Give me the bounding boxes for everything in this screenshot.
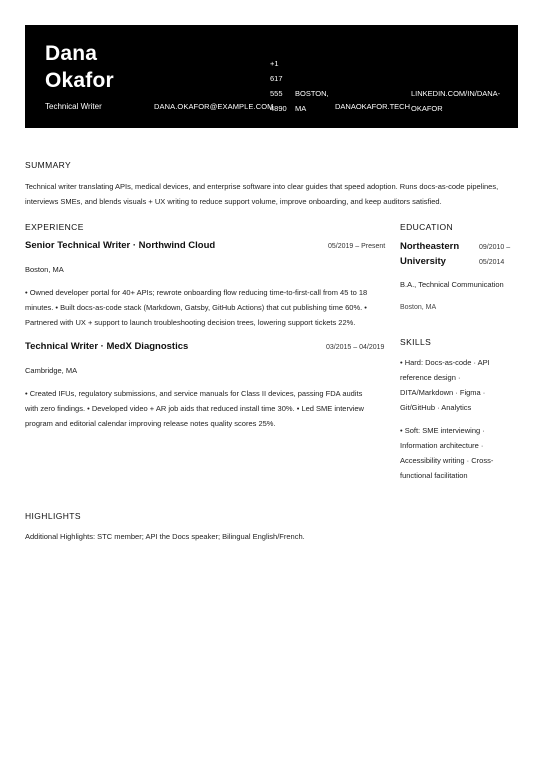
- school-line: University: [400, 256, 446, 267]
- job-line: minutes. • Built docs-as-code stack (Markdown, Gatsby, GitHub Actions) that cut publishing time 60%. •: [25, 303, 367, 312]
- location-line: MA: [295, 104, 307, 113]
- education-degree: B.A., Technical Communication: [400, 280, 504, 289]
- skill-line: • Hard: Docs-as-code · API: [400, 358, 490, 367]
- edu-date-line: 05/2014: [479, 259, 505, 266]
- skill-line: Accessibility writing · Cross-: [400, 456, 494, 465]
- phone-line: 4890: [270, 104, 287, 113]
- contact-email[interactable]: DANA.OKAFOR@EXAMPLE.COM: [154, 102, 274, 111]
- skills-heading: SKILLS: [400, 337, 432, 347]
- job-line: Partnered with UX + support to launch troubleshooting decision trees, lowering support tickets 22%.: [25, 318, 356, 327]
- summary-line: interviews SMEs, and blends visuals + UX writing to reduce support volume, improve onboarding, and keep auditors satisfied.: [25, 197, 442, 206]
- edu-date-line: 09/2010 –: [479, 244, 511, 251]
- contact-linkedin[interactable]: [411, 86, 511, 116]
- job-title: Senior Technical Writer · Northwind Cloud: [25, 240, 216, 251]
- phone-line: +1: [270, 59, 279, 68]
- job-location: Boston, MA: [25, 265, 64, 274]
- highlights-heading: HIGHLIGHTS: [25, 511, 81, 521]
- summary-line: Technical writer translating APIs, medical devices, and enterprise software into clear guides that speed adoption. Runs docs-as-code pipelines,: [25, 182, 499, 191]
- education-dates: [479, 240, 510, 270]
- job-line: program and editorial calendar improving release notes quality scores 25%.: [25, 419, 276, 428]
- education-school: [400, 239, 459, 269]
- skill-line: • Soft: SME interviewing ·: [400, 426, 485, 435]
- job-dates: 03/2015 – 04/2019: [326, 344, 385, 351]
- highlights-text: Additional Highlights: STC member; API the Docs speaker; Bilingual English/French.: [25, 532, 305, 541]
- phone-line: 617: [270, 74, 283, 83]
- job-line: • Owned developer portal for 40+ APIs; rewrote onboarding flow reducing time-to-first-call from 45 to 18: [25, 288, 368, 297]
- contact-phone[interactable]: [270, 56, 292, 116]
- linkedin-line: LINKEDIN.COM/IN/DANA-: [411, 89, 501, 98]
- skill-line: DITA/Markdown · Figma ·: [400, 388, 486, 397]
- skill-line: Git/GitHub · Analytics: [400, 403, 472, 412]
- school-line: Northeastern: [400, 241, 460, 252]
- linkedin-line: OKAFOR: [411, 104, 443, 113]
- contact-website[interactable]: DANAOKAFOR.TECH: [335, 102, 411, 111]
- skill-line: reference design ·: [400, 373, 461, 382]
- job-description: [25, 285, 390, 330]
- experience-heading: EXPERIENCE: [25, 222, 84, 232]
- education-heading: EDUCATION: [400, 222, 454, 232]
- skill-line: Information architecture ·: [400, 441, 484, 450]
- summary-heading: SUMMARY: [25, 160, 72, 170]
- education-location: Boston, MA: [400, 304, 437, 311]
- job-description: [25, 386, 390, 431]
- job-line: with zero findings. • Developed video + AR job aids that reduced install time 30%. • Led SME interview: [25, 404, 364, 413]
- job-line: • Created IFUs, regulatory submissions, and service manuals for Class II devices, passing FDA audits: [25, 389, 363, 398]
- job-dates: 05/2019 – Present: [328, 243, 386, 250]
- skills-hard: [400, 355, 518, 415]
- phone-line: 555: [270, 89, 283, 98]
- header-banner: [25, 25, 518, 128]
- skills-soft: [400, 423, 518, 483]
- job-location: Cambridge, MA: [25, 366, 78, 375]
- skill-line: functional facilitation: [400, 471, 468, 480]
- summary-text: [25, 179, 520, 209]
- name-first: Dana: [45, 42, 98, 65]
- contact-location: [295, 86, 335, 116]
- candidate-name: [45, 40, 114, 94]
- location-line: BOSTON,: [295, 89, 329, 98]
- job-title: Technical Writer · MedX Diagnostics: [25, 341, 189, 352]
- name-last: Okafor: [45, 69, 114, 92]
- job-title-header: Technical Writer: [45, 102, 102, 111]
